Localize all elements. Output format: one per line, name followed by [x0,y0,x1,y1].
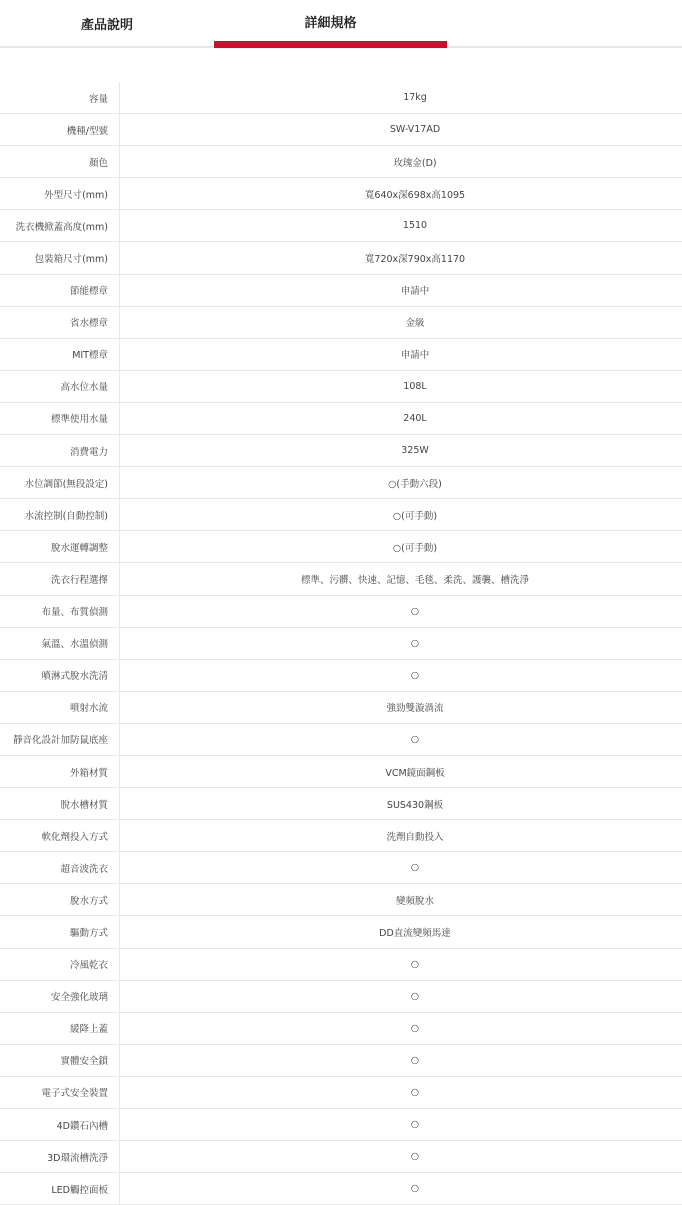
spec-label: 高水位水量 [0,371,120,402]
active-tab-indicator [214,41,447,48]
tab-product-description[interactable] [0,0,214,46]
table-row [0,660,682,692]
spec-value: ○ [410,637,420,649]
spec-label: 電子式安全裝置 [0,1077,120,1108]
table-row [0,371,682,403]
spec-value: 強勁雙漩渦流 [386,703,444,715]
table-row [0,339,682,371]
table-row [0,692,682,724]
table-row [0,949,682,981]
spec-value: ○ [410,862,420,874]
spec-value: ○(可手動) [392,510,438,522]
spec-label: 水流控制(自動控制) [0,499,120,530]
spec-value: SUS430鋼板 [386,799,444,811]
spec-label: 3D環流槽洗淨 [0,1141,120,1172]
spec-value: DD直流變頻馬達 [379,927,451,939]
table-row [0,788,682,820]
table-row [0,435,682,467]
spec-value: 標準、污髒、快速、記憶、毛毯、柔洗、護襲、槽洗淨 [300,574,529,586]
spec-label: 節能標章 [0,275,120,306]
spec-label: 水位調節(無段設定) [0,467,120,498]
spec-label: 布量、布質偵測 [0,596,120,627]
spec-label: 包裝箱尺寸(mm) [0,242,120,273]
spec-label: 顏色 [0,146,120,177]
table-row [0,1013,682,1045]
table-row [0,403,682,435]
spec-value: ○ [410,1119,420,1131]
spec-value: 玫瑰金(D) [393,157,437,169]
spec-value: 變頻脫水 [395,895,434,907]
tab-detailed-specs[interactable] [214,0,447,46]
spec-value: ○(手動六段) [388,478,442,490]
spec-table [0,82,682,1205]
spec-value: 寬640x深698x高1095 [364,189,466,201]
spec-label: 噴射水流 [0,692,120,723]
spec-value: 金級 [405,318,425,330]
spec-label: 緩降上蓋 [0,1013,120,1044]
spec-label: 實體安全鎖 [0,1045,120,1076]
spec-value: ○ [410,1151,420,1163]
spec-label: 外箱材質 [0,756,120,787]
table-row [0,467,682,499]
spec-label: 安全強化玻璃 [0,981,120,1012]
spec-label: 洗衣行程選擇 [0,563,120,594]
table-row [0,178,682,210]
tab-bar [0,0,682,48]
table-row [0,1109,682,1141]
spec-value: 洗劑自動投入 [386,831,444,843]
table-row [0,563,682,595]
spec-value: 240L [403,412,427,424]
table-row [0,210,682,242]
spec-value: 申請中 [400,350,430,362]
spec-value: 1510 [402,220,428,232]
table-row [0,884,682,916]
spec-value: ○ [410,605,420,617]
spec-label: 脫水運轉調整 [0,531,120,562]
table-row [0,1045,682,1077]
spec-value: ○ [410,958,420,970]
spec-label: 機種/型號 [0,114,120,145]
table-row [0,275,682,307]
spec-value: ○ [410,669,420,681]
spec-value: ○ [410,1086,420,1098]
spec-label: 驅動方式 [0,916,120,947]
table-row [0,916,682,948]
table-row [0,499,682,531]
table-row [0,1077,682,1109]
tab-product-description-label: 產品說明 [80,18,133,33]
table-row [0,531,682,563]
tab-detailed-specs-label: 詳細規格 [304,16,357,31]
table-row [0,820,682,852]
spec-label: LED觸控面板 [0,1173,120,1204]
spec-value: ○ [410,1054,420,1066]
table-row [0,307,682,339]
spec-label: 標準使用水量 [0,403,120,434]
spec-value: ○ [410,1022,420,1034]
spec-value: VCM鏡面鋼板 [385,767,445,779]
spec-label: 省水標章 [0,307,120,338]
table-row [0,724,682,756]
spec-label: 容量 [0,82,120,113]
table-row [0,1141,682,1173]
table-row [0,146,682,178]
table-row [0,596,682,628]
spec-value: SW-V17AD [389,124,441,136]
spec-label: 靜音化設計加防鼠底座 [0,724,120,755]
spec-value: 108L [403,380,427,392]
spec-label: 脫水方式 [0,884,120,915]
spec-label: 4D鑽石內槽 [0,1109,120,1140]
spec-value: 寬720x深790x高1170 [364,254,466,266]
spec-label: 洗衣機掀蓋高度(mm) [0,210,120,241]
spec-value: ○ [410,733,420,745]
table-row [0,852,682,884]
spec-label: 軟化劑投入方式 [0,820,120,851]
table-row [0,628,682,660]
table-row [0,82,682,114]
spec-label: 超音波洗衣 [0,852,120,883]
table-row [0,1173,682,1205]
spec-value: ○ [410,990,420,1002]
spec-value: ○ [410,1183,420,1195]
spec-value: 17kg [403,92,427,104]
spec-label: 氣溫、水溫偵測 [0,628,120,659]
spec-label: 消費電力 [0,435,120,466]
table-row [0,756,682,788]
spec-label: 外型尺寸(mm) [0,178,120,209]
spec-label: 冷風乾衣 [0,949,120,980]
table-row [0,981,682,1013]
spec-value: 325W [401,445,429,457]
spec-label: 脫水槽材質 [0,788,120,819]
spec-value: 申請中 [400,286,430,298]
table-row [0,114,682,146]
table-row [0,242,682,274]
spec-label: 噴淋式脫水洗清 [0,660,120,691]
spec-value: ○(可手動) [392,542,438,554]
spec-label: MIT標章 [0,339,120,370]
